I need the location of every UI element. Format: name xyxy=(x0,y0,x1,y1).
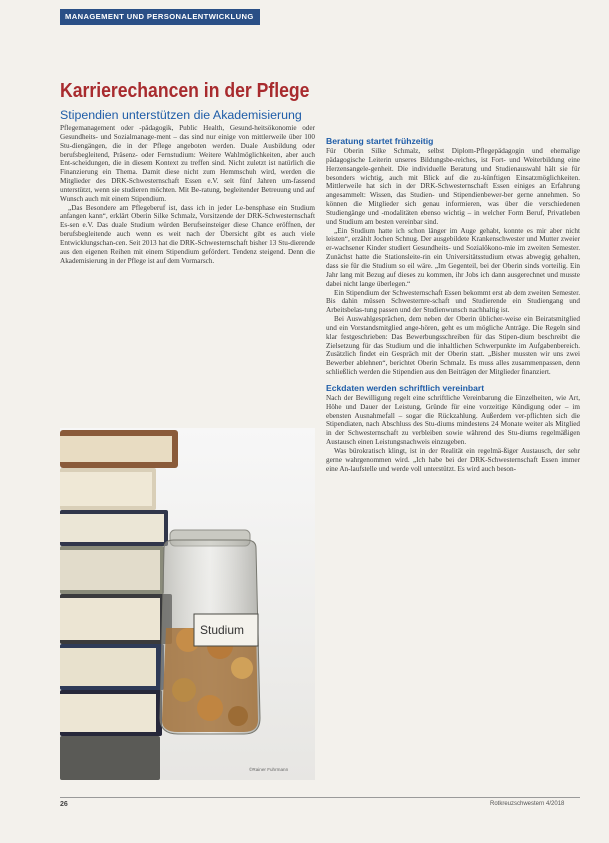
photo-credit: ©Rainer Fuhrmann xyxy=(249,767,289,772)
money-jar xyxy=(160,530,260,734)
subheading-consulting: Beratung startet frühzeitig xyxy=(326,136,434,146)
article-subtitle: Stipendien unterstützen die Akademisierung xyxy=(60,108,302,122)
magazine-name: Rotkreuzschwestern 4/2018 xyxy=(490,801,565,807)
body-paragraph: Ein Stipendium der Schwesternschaft Essen bekommt erst ab dem zweiten Semester. Bis dahin müssen Schwesternre-schaft und Studierende ein Studiengang und Arbeitsbelas-tung passen und der Studienwunsch nachhaltig ist. xyxy=(326,288,580,315)
left-column xyxy=(60,124,315,266)
subheading-agreement: Eckdaten werden schriftlich vereinbart xyxy=(326,382,485,393)
footer-rule xyxy=(60,797,580,798)
body-paragraph: Für Oberin Silke Schmalz, selbst Diplom-Pflegepädagogin und ehemalige pädagogische Leiterin unseres Bildungsbe-reiches, ist Fort- und Weiterbildung eine Herzensangele-genheit. Die individuelle Beratung und Studienauswahl hält sie für besonders wichtig, auch mit Blick auf die zu-künftigen Einsatzmöglichkeiten. Mittlerweile hat sich in der DRK-Schwesternschaft Essen einiges an Erfahrung angesammelt: Wissen, das Studien- und Stipendienbewer-ber gerne annehmen. So können die Mitglieder sich genau informieren, was über die verschiedenen Studiengänge und -modalitäten ebenso wichtig – in welcher Form Beruf, Privatleben und Studium am besten vereinbar sind. xyxy=(326,147,580,226)
body-paragraph: „Das Besondere am Pflegeberuf ist, dass ich in jeder Le-bensphase ein Studium anfangen kann“, erklärt Oberin Silke Schmalz, Vorsitzende der DRK-Schwesternschaft Es-sen e.V. Das duale Studium würden Berufseinsteiger diese Chance eröffnen, der berufsbegleitende auch wenn es weit nach der Übersicht gibt es auch viele Entwicklungschan-cen. Seit 2013 hat die DRK-Schwesternschaft bisher 13 Stu-dierende aus den eigenen Reihen mit einem Stipendium gefördert. Tendenz steigend. Denn die Akademisierung in der Pflege ist auf dem Vormarsch. xyxy=(60,203,315,265)
body-paragraph: „Ein Studium hatte ich schon länger im Auge gehabt, konnte es mir aber nicht leisten“, erzählt Jochen Schnug. Der ausgebildete Krankenschwester und Mutter zweier er-wachsener Kinder studiert Gesundheits- und Sozialökono-mie im zweiten Semester. Zunächst hatte die Stationsleite-rin ein Universitätsstudium etwas abwegig gehalten, dass sie für die Studium so eil wäre. „Im Gegenteil, bei der Oberin sinds vorteilig. Ein Jahr lang mit Bezug auf dieses zu kommen, ihr Jobs ich dann ausgerechnet und musste dabei nicht lange überlegen.“ xyxy=(326,226,580,288)
intro-paragraph: Pflegemanagement oder -pädagogik, Public Health, Gesund-heitsökonomie oder Gesundheits- und Sozialmanage-ment – das sind nur einige von mittlerweile über 100 Stu-diengängen, die in der Pflege angeboten werden. Duale Ausbildung oder berufsbegleitend, Präsenz- oder Fernstudium: Weitere Wahlmöglichkeiten, aber auch Ent-scheidungen, die in diesem Kontext zu treffen sind. Nicht zuletzt ist natürlich die Finanzierung ein Thema. Damit diese nicht zum Hemmschuh wird, werden die Mitglieder des DRK-Schwesternschaft Essen e.V. seit fünf Jahren um-fassend unterstützt, wenn sie studieren möchten. Mit Be-ratung, begleitender Betreuung und auf Wunsch auch mit einem Stipendium. xyxy=(60,124,315,203)
article-title: Karrierechancen in der Pflege xyxy=(60,80,310,102)
right-column xyxy=(326,136,580,474)
page-number: 26 xyxy=(60,801,68,808)
jar-label: Studium xyxy=(200,623,245,637)
article-photo xyxy=(60,428,315,780)
section-label: MANAGEMENT UND PERSONALENTWICKLUNG xyxy=(60,9,260,25)
body-paragraph: Bei Auswahlgesprächen, dem neben der Oberin üblicher-weise ein Beiratsmitglied und ein Vorstandsmitglied ange-hören, geht es um mögliche Anträge. Die Regeln sind klar festgeschrieben: Das Bewerbungsschreiben für das Stipen-dium beschreibt die Zielsetzung für das Studium und die inhaltlichen Schwerpunkte im Aufgabenbereich. Zusätzlich findet ein Gespräch mit der Oberin statt. „Bisher mussten wir uns zwei Bewerber ablehnen“, berichtet Oberin Schmalz. Es muss alles zusammenpassen, denn schließlich werden die Stipendien aus den Beiträgen der Mitglieder finanziert. xyxy=(326,315,580,377)
body-paragraph: Was bürokratisch klingt, ist in der Realität ein regelmä-ßiger Austausch, der sehr gerne wahrgenommen wird. „Ich habe bei der DRK-Schwesternschaft Essen immer eine An-laufstelle und werde voll unterstützt. Es wird auch beson- xyxy=(326,447,580,473)
body-paragraph: Nach der Bewilligung regelt eine schriftliche Vereinbarung die Einzelheiten, wie Art, Höhe und Dauer der Leistung, Gründe für eine vorzeitige Kündigung oder – im ebensten Ausnahmefall – sogar die Rückzahlung. Außerdem ver-pflichten sich die Stipendiaten, nach Abschluss des Stu-diums mindestens 24 Monate weiter als Mitglied in der Schwesternschaft zu verbleiben sowie während des Stu-diums regelmäßigen Austausch einen Leistungsnachweis einzugeben. xyxy=(326,393,580,447)
